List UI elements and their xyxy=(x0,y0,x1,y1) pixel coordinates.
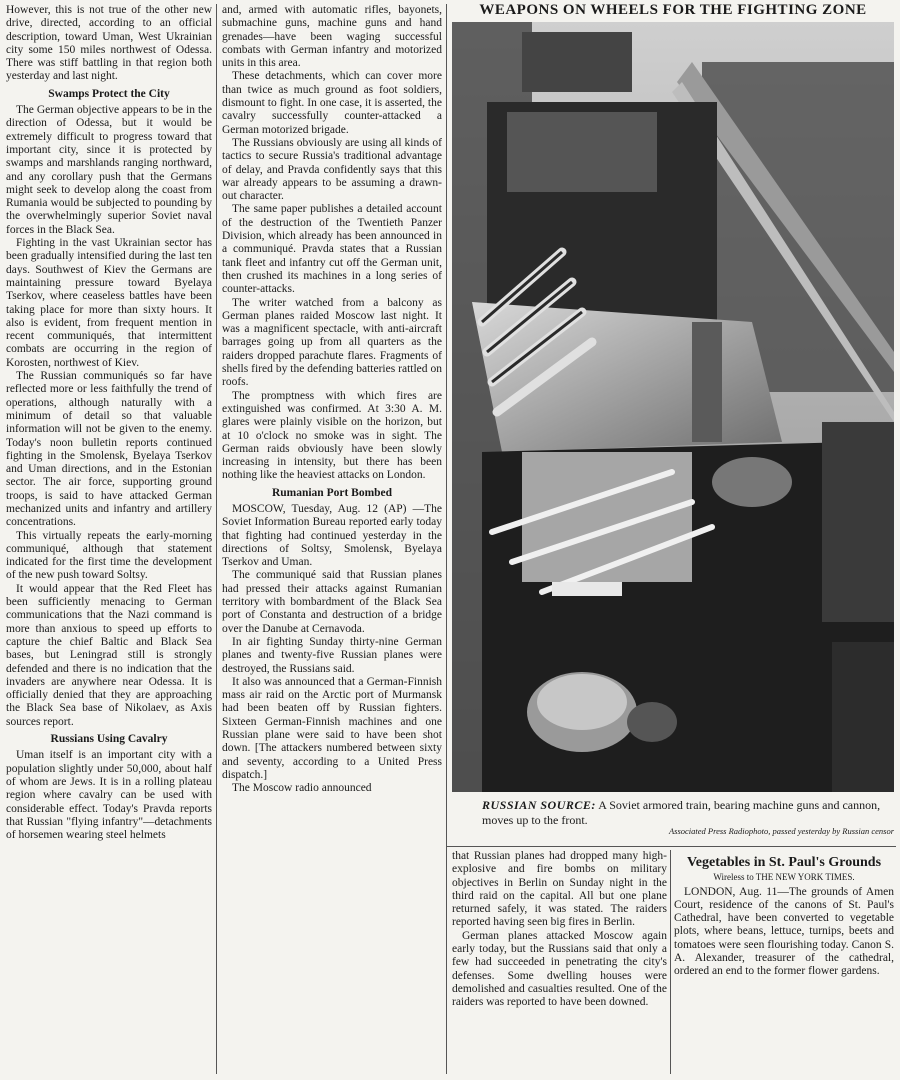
paragraph: and, armed with automatic rifles, bayonets, submachine guns, machine guns and hand grenades—have been waging successful combats with German infantry and motorized units in this area. xyxy=(222,4,442,70)
paragraph: that Russian planes had dropped many high-explosive and fire bombs on military objectives in Berlin on Sunday night in the third raid on the capital. All but one plane returned safely, it was stated. The raiders reported having seen big fires in Berlin. xyxy=(452,850,667,929)
paragraph: The German objective appears to be in the direction of Odessa, but it would be extremely difficult to progress toward that important city, since it is protected by swamps and marshlands ranging northward, and any corollary push that the Germans might seek to develop along the coast from Rumania would be subjected to pounding by the overwhelmingly superior Soviet naval forces in the Black Sea. xyxy=(6,104,212,236)
column-divider xyxy=(216,4,217,1074)
subheading: Swamps Protect the City xyxy=(48,87,170,100)
paragraph: Fighting in the vast Ukrainian sector has been gradually intensified during the last ten days. Southwest of Kiev the Germans are maintaining pressure toward Byelaya Tserkov, where ceaseless battles have been taking place for more than sixty hours. It also is evident, from frequent mention in recent communiqués, that intermittent combats are occurring in the region of Korosten, northwest of Kiev. xyxy=(6,237,212,369)
column-divider xyxy=(670,850,671,1074)
paragraph: It would appear that the Red Fleet has been sufficiently menacing to German communications that the Nazi command is more than anxious to speed up efforts to capture the chief Baltic and Black Sea bases, but Leningrad still is strongly defended and there is no indication that the invaders are anywhere near Odessa. It is officially denied that they are approaching the Black Sea base of Nikolaev, as Axis sources report. xyxy=(6,582,212,728)
paragraph: The Russian communiqués so far have reflected more or less faithfully the trend of operations, although naturally with a minimum of detail so that valuable information will not be given to the enemy. Today's noon bulletin reports continued fighting in the Smolensk, Byelaya Tserkov and Uman directions, and in the Estonian sector. The air force, supporting ground troops, is said to have attacked German mechanized units and infantry and artillery concentrations. xyxy=(6,370,212,529)
paragraph: The Russians obviously are using all kinds of tactics to secure Russia's traditional advantage of delay, and Pravda confidently says that this war already appears to be assuming a drawn-out character. xyxy=(222,136,442,203)
paragraph: The same paper publishes a detailed account of the destruction of the Twentieth Panzer Division, which already has been announced in a communiqué. Pravda states that a Russian tank fleet and infantry cut off the German unit, then crushed its machines in a long series of counter-attacks. xyxy=(222,203,442,296)
paragraph: These detachments, which can cover more than twice as much ground as foot soldiers, dismount to fight. In one case, it is asserted, the cavalry successfully counter-attacked a German motorized brigade. xyxy=(222,70,442,136)
article-column-1 xyxy=(6,4,212,1076)
armored-train-photo xyxy=(452,22,894,792)
paragraph: This virtually repeats the early-morning communiqué, although that statement indicated for the first time the development of the new push toward Soltsy. xyxy=(6,529,212,582)
caption-lead: RUSSIAN SOURCE: xyxy=(482,798,596,812)
byline: Wireless to THE NEW YORK TIMES. xyxy=(713,872,855,883)
paragraph: LONDON, Aug. 11—The grounds of Amen Court, residence of the canons of St. Paul's Cathedral, have been converted to vegetable plots, where beans, lettuce, turnips, beets and tomatoes were seen flourishing today. Canon S. A. Alexander, treasurer of the cathedral, ordered an end to the former flower gardens. xyxy=(674,885,894,978)
article-column-2 xyxy=(222,4,442,846)
paragraph: German planes attacked Moscow again early today, but the Russians said that only a few had succeeded in penetrating the city's defenses. Some dwelling houses were demolished and casualties resulted. One of the raiders was reported to have been downed. xyxy=(452,929,667,1009)
paragraph: Uman itself is an important city with a population slightly under 50,000, about half of whom are Jews. It is in a rolling plateau region where cavalry can be used with considerable effect. Today's Pravda reports that Russian "flying infantry"—detachments of horsemen wearing steel helmets xyxy=(6,749,212,842)
photo-caption xyxy=(482,798,892,828)
subheading: Russians Using Cavalry xyxy=(50,733,168,746)
subheading: Rumanian Port Bombed xyxy=(271,486,393,499)
paragraph: The communiqué said that Russian planes had pressed their attacks against Rumanian territory with bombardment of the Black Sea port of Constanta and destruction of a bridge over the Danube at Cernavoda. xyxy=(222,569,442,635)
caption-text: A Soviet armored train, bearing machine guns and cannon, moves up to the front. xyxy=(482,798,881,827)
paragraph: The promptness with which fires are extinguished was confirmed. At 3:30 A. M. glares were plainly visible on the horizon, but at 10 o'clock no smoke was in sight. The German raids obviously have been slowly increasing in intensity, but there has been nothing like the heaviest attacks on London. xyxy=(222,389,442,482)
paragraph: In air fighting Sunday thirty-nine German planes and twenty-five Russian planes were destroyed, the Russians said. xyxy=(222,635,442,675)
article-headline: Vegetables in St. Paul's Grounds xyxy=(686,856,882,870)
article-column-3 xyxy=(452,850,667,1076)
dateline-paragraph: MOSCOW, Tuesday, Aug. 12 (AP) —The Soviet Information Bureau reported early today that fighting had continued yesterday in the directions of Soltsy, Smolensk, Byelaya Tserkov and Uman. xyxy=(222,502,442,569)
column-divider xyxy=(446,4,447,1074)
section-divider xyxy=(446,846,896,847)
photo-credit: Associated Press Radiophoto, passed yesterday by Russian censor xyxy=(668,826,894,836)
paragraph: However, this is not true of the other new drive, directed, according to an official description, toward Uman, West Ukrainian city some 150 miles northwest of Odessa. There was stiff battling in that region both yesterday and last night. xyxy=(6,4,212,83)
paragraph: The writer watched from a balcony as German planes raided Moscow last night. It was a magnificent spectacle, with anti-aircraft barrages going up from all quarters as the raiders dropped parachute flares. Fragments of shells fired by the defending batteries rattled on roofs. xyxy=(222,296,442,389)
paragraph: The Moscow radio announced xyxy=(232,782,372,795)
paragraph: It also was announced that a German-Finnish mass air raid on the Arctic port of Murmansk had been beaten off by Russian fighters. Sixteen German-Finnish machines and one Russian plane were said to have been shot down. [The attackers numbered between sixty and seventy, according to a United Press dispatch.] xyxy=(222,675,442,781)
article-column-4 xyxy=(674,856,894,1074)
photo-headline: WEAPONS ON WHEELS FOR THE FIGHTING ZONE xyxy=(479,2,867,18)
